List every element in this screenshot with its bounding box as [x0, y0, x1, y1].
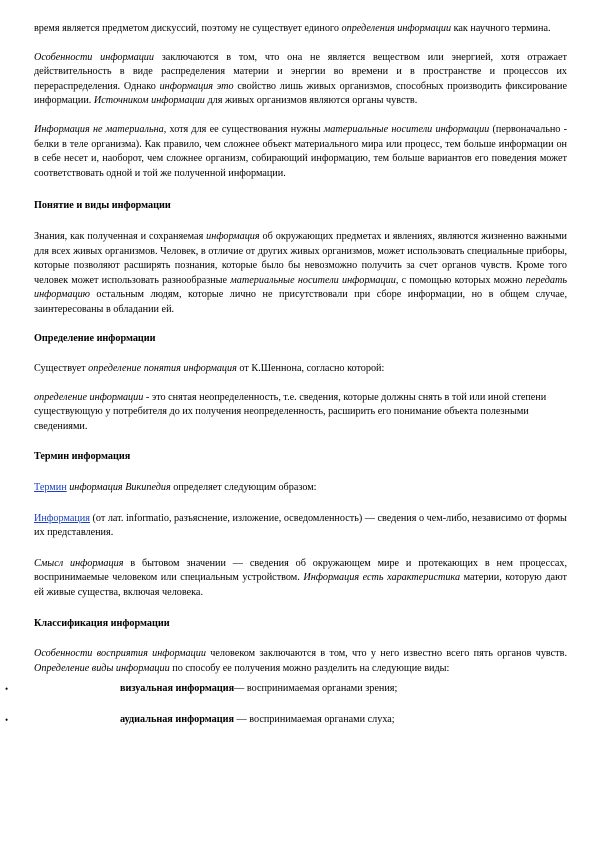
list-item-bold: аудиальная информация	[120, 714, 234, 725]
term-link[interactable]: Термин	[34, 482, 67, 494]
document-page	[5, 22, 568, 744]
emphasis: материальные носители информации	[323, 123, 490, 135]
list-item-rest: — воспринимаемая органами слуха;	[233, 714, 395, 725]
text: свойство лишь живых организмов, способных производить фиксирование информации.	[34, 80, 567, 107]
paragraph-knowledge	[34, 230, 567, 318]
paragraph-meaning	[34, 557, 567, 601]
bullet-icon: •	[5, 684, 9, 695]
emphasis: информация это	[159, 80, 234, 92]
emphasis: Особенности восприятия информации	[34, 648, 206, 660]
information-link[interactable]: Информация	[34, 512, 90, 524]
text: человеком заключаются в том, что у него известно всего пять органов чувств.	[205, 648, 567, 660]
text: , хотя для ее существования нужны	[163, 123, 324, 135]
emphasis: определение информации	[34, 391, 144, 403]
emphasis: информация Википедия	[69, 482, 171, 494]
paragraph-definition	[34, 391, 567, 435]
heading-concept: Понятие и виды информации	[34, 200, 171, 212]
text: по способу ее получения можно разделить на следующие виды:	[169, 662, 450, 674]
paragraph-features	[34, 51, 567, 109]
text: - это снятая неопределенность, т.е. сведения, которые должны снять в той или иной степени существующую у потребителя до их получения неопределенность, расширить его понимание объекта полезными сведениями.	[34, 391, 547, 432]
emphasis: передать информацию	[34, 274, 567, 301]
list-item-bold: визуальная информация	[120, 683, 235, 695]
list-item	[5, 713, 567, 728]
text: как научного термина.	[451, 23, 551, 34]
heading-classification: Классификация информации	[34, 617, 170, 629]
emphasis: информация	[206, 230, 260, 242]
emphasis: материальные носители информации	[230, 274, 396, 286]
emphasis: Смысл информация	[34, 557, 124, 569]
text: Существует	[34, 363, 89, 375]
emphasis: Информация не материальна	[34, 123, 164, 135]
text: в бытовом значении — сведения об окружающем мире и протекающих в нем процессах, воспринимаемые человеком или специальным устройством.	[34, 557, 568, 584]
paragraph-perception	[34, 647, 567, 676]
heading-term: Термин информация	[34, 451, 131, 463]
emphasis: определение понятия информация	[88, 363, 237, 375]
text: (первоначально - белки в теле организма). Как правило, чем сложнее объект материального мира или процесс, тем больше информации он в себе несет и, наоборот, чем сложнее организм, собирающий информацию, тем больше вариантов его поведения может соответствовать одной и той же полученной информации.	[34, 123, 568, 179]
text: определяет следующим образом:	[170, 482, 317, 494]
list-item-text	[120, 682, 397, 697]
bullet-list	[5, 682, 567, 727]
paragraph-latin	[34, 512, 567, 541]
paragraph-intro	[34, 22, 567, 37]
paragraph-shannon	[34, 362, 567, 377]
paragraph-wikipedia	[34, 481, 567, 496]
emphasis: Особенности информации	[34, 51, 154, 63]
text: об окружающих предметах и явлениях, являются жизненно важными для всех живых организмов. Человек, в отличие от других живых организмов, может использовать специальные приборы, которые позволяют расширять познания, которые было бы невозможно получить за счет органов чувств. Кроме того человек может использовать разнообразные	[34, 230, 567, 286]
emphasis: Определение виды информации	[34, 662, 170, 674]
emphasis: определения информации	[341, 23, 452, 34]
emphasis: Информация есть характеристика	[303, 572, 461, 584]
text: от К.Шеннона, согласно которой:	[236, 363, 385, 375]
list-item-text	[120, 713, 395, 728]
bullet-icon: •	[5, 715, 9, 725]
text: время является предметом дискуссий, поэтому не существует единого	[34, 23, 342, 34]
heading-definition: Определение информации	[34, 332, 156, 344]
paragraph-immaterial	[34, 123, 567, 181]
text: для живых организмов являются органы чувств.	[204, 95, 418, 107]
text: заключаются в том, что она не является веществом или энергией, хотя отражает действительность в виде распределения материи и энергии во времени и в пространстве и процессов их перераспределения. Однако	[34, 51, 567, 92]
text: остальным людям, которые лично не присутствовали при сборе информации, но в общем случае, заинтересованы в обладании ей.	[34, 289, 567, 315]
list-item	[5, 682, 567, 697]
list-item-rest: — воспринимаемая органами зрения;	[234, 683, 398, 695]
text: Знания, как полученная и сохраняемая	[34, 230, 207, 242]
text: (от лат. informatio, разъяснение, изложение, осведомленность) — сведения о чем-либо, независимо от формы их представления.	[34, 512, 567, 539]
emphasis: Источником информации	[93, 95, 205, 107]
text: материи, которую дают ей живые существа, включая человека.	[34, 572, 567, 599]
text: , с помощью которых можно	[395, 274, 526, 286]
